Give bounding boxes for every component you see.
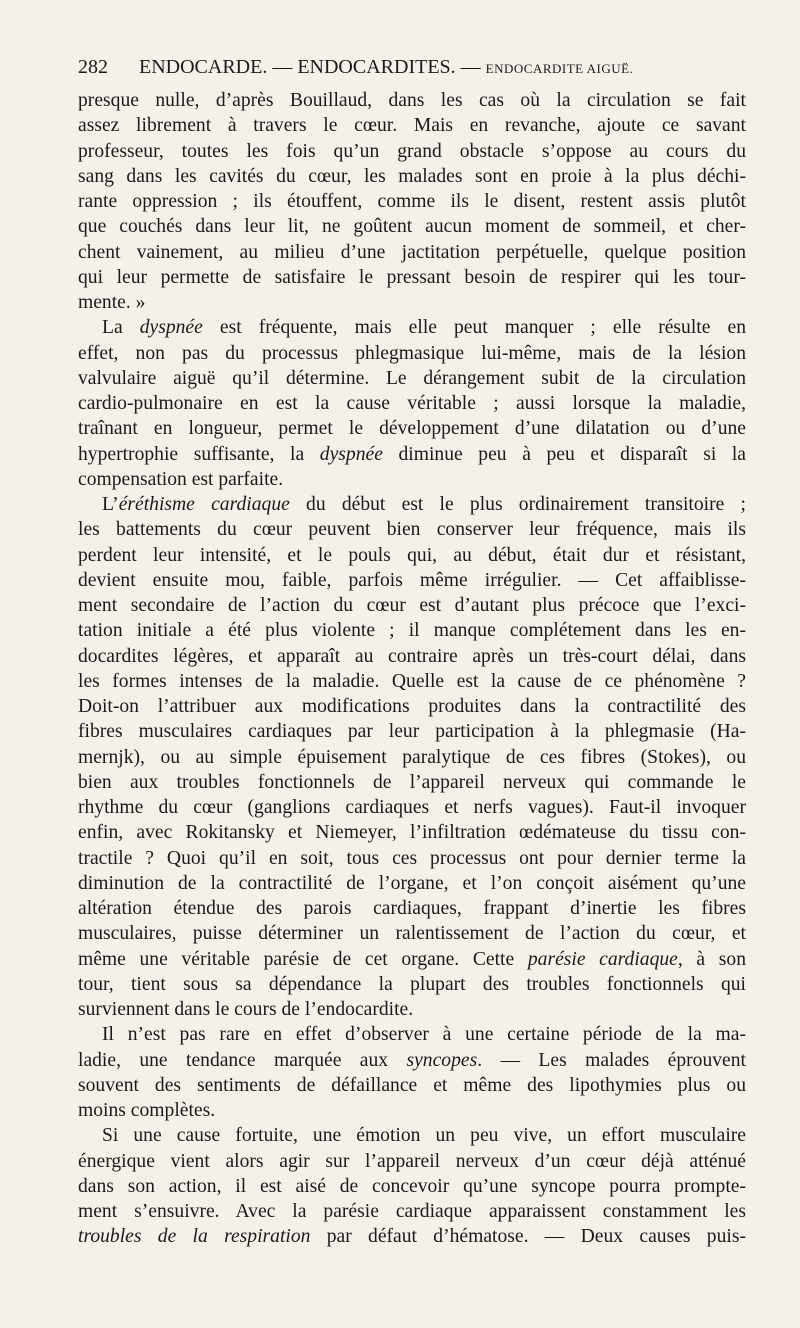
text-line: ment secondaire de l’action du cœur est d’autant plus précoce que l’exci-: [78, 595, 746, 616]
italic-term: dyspnée: [139, 317, 203, 339]
running-subtitle: ENDOCARDITE AIGUË.: [485, 61, 634, 76]
text-line: traînant en longueur, permet le développement d’une dilatation ou d’une: [78, 418, 746, 440]
text-line: Si une cause fortuite, une émotion un peu vive, un effort musculaire: [102, 1125, 746, 1147]
italic-term: parésie cardiaque: [527, 948, 678, 970]
text-line: effet, non pas du processus phlegmasique lui-même, mais de la lésion: [78, 342, 746, 364]
text-line: même une véritable parésie de cet organe. Cette parésie cardiaque, à son: [78, 948, 746, 970]
text-line: enfin, avec Rokitansky et Niemeyer, l’infiltration œdémateuse du tissu con-: [78, 822, 746, 844]
text-line: fibres musculaires cardiaques par leur participation à la phlegmasie (Ha-: [78, 721, 746, 743]
italic-term: troubles de la respiration: [78, 1226, 311, 1248]
page-number: 282: [78, 56, 108, 78]
running-header: [78, 55, 750, 81]
text-line: devient ensuite mou, faible, parfois même irrégulier. — Cet affaiblisse-: [78, 569, 746, 591]
text-line: énergique vient alors agir sur l’appareil nerveux d’un cœur déjà atténué: [78, 1150, 746, 1172]
body-text: [78, 88, 746, 1250]
text-line: Il n’est pas rare en effet d’observer à une certaine période de la ma-: [102, 1024, 746, 1046]
italic-term: éréthisme cardiaque: [118, 494, 290, 515]
text-line: tractile ? Quoi qu’il en soit, tous ces processus ont pour dernier terme la: [78, 847, 746, 869]
text-line: diminution de la contractilité de l’organe, et l’on conçoit aisément qu’une: [78, 872, 746, 894]
text-line: Doit-on l’attribuer aux modifications produites dans la contractilité des: [78, 696, 746, 717]
text-line: qui leur permette de satisfaire le pressant besoin de respirer qui les tour-: [78, 266, 746, 288]
text-line: les formes intenses de la maladie. Quelle est la cause de ce phénomène ?: [78, 670, 746, 692]
text-line: ladie, une tendance marquée aux syncopes. — Les malades éprouvent: [78, 1049, 746, 1071]
text-line: les battements du cœur peuvent bien conserver leur fréquence, mais ils: [78, 519, 746, 541]
text-line: musculaires, puisse déterminer un ralentissement de l’action du cœur, et: [78, 923, 746, 945]
text-line: presque nulle, d’après Bouillaud, dans les cas où la circulation se fait: [78, 90, 746, 111]
text-line: professeur, toutes les fois qu’un grand obstacle s’oppose au cours du: [78, 140, 746, 162]
italic-term: dyspnée: [319, 443, 383, 465]
text-line: hypertrophie suffisante, la dyspnée diminue peu à peu et disparaît si la: [78, 443, 747, 465]
text-line: souvent des sentiments de défaillance et même des lipothymies plus ou: [78, 1074, 746, 1096]
text-line: surviennent dans le cours de l’endocardite.: [78, 999, 414, 1020]
text-line: mernjk), ou au simple épuisement paralytique de ces fibres (Stokes), ou: [78, 746, 746, 768]
text-line: dans son action, il est aisé de concevoir qu’une syncope pourra prompte-: [78, 1175, 746, 1197]
text-line: docardites légères, et apparaît au contraire après un très-court délai, dans: [78, 645, 746, 667]
text-line: rhythme du cœur (ganglions cardiaques et nerfs vagues). Faut-il invoquer: [78, 797, 746, 818]
running-title: ENDOCARDE. — ENDOCARDITES. —: [139, 56, 481, 78]
text-line: compensation est parfaite.: [78, 468, 284, 490]
text-line: altération étendue des parois cardiaques, frappant d’inertie les fibres: [78, 898, 746, 919]
text-line: cardio-pulmonaire en est la cause véritable ; aussi lorsque la maladie,: [78, 393, 746, 414]
text-line: assez librement à travers le cœur. Mais en revanche, ajoute ce savant: [78, 115, 746, 137]
text-line: L’éréthisme cardiaque du début est le plus ordinairement transitoire ;: [102, 494, 746, 515]
text-line: bien aux troubles fonctionnels de l’appareil nerveux qui commande le: [78, 771, 746, 793]
italic-term: syncopes: [406, 1049, 478, 1071]
text-line: chent vainement, au milieu d’une jactitation perpétuelle, quelque position: [78, 241, 746, 263]
text-line: troubles de la respiration par défaut d’hématose. — Deux causes puis-: [78, 1226, 746, 1248]
text-line: sang dans les cavités du cœur, les malades sont en proie à la plus déchi-: [78, 165, 746, 187]
text-line: moins complètes.: [78, 1100, 216, 1121]
text-line: tour, tient sous sa dépendance la plupart des troubles fonctionnels qui: [78, 973, 746, 995]
text-line: tation initiale a été plus violente ; il manque complétement dans les en-: [78, 620, 746, 642]
text-line: perdent leur intensité, et le pouls qui, au début, était dur et résistant,: [78, 544, 746, 566]
text-line: valvulaire aiguë qu’il détermine. Le dérangement subit de la circulation: [78, 367, 746, 389]
text-line: mente. »: [78, 292, 146, 313]
text-line: rante oppression ; ils étouffent, comme ils le disent, restent assis plutôt: [78, 191, 746, 212]
text-line: que couchés dans leur lit, ne goûtent aucun moment de sommeil, et cher-: [78, 216, 746, 238]
text-line: La dyspnée est fréquente, mais elle peut manquer ; elle résulte en: [102, 317, 746, 339]
text-line: ment s’ensuivre. Avec la parésie cardiaque apparaissent constamment les: [78, 1201, 746, 1222]
